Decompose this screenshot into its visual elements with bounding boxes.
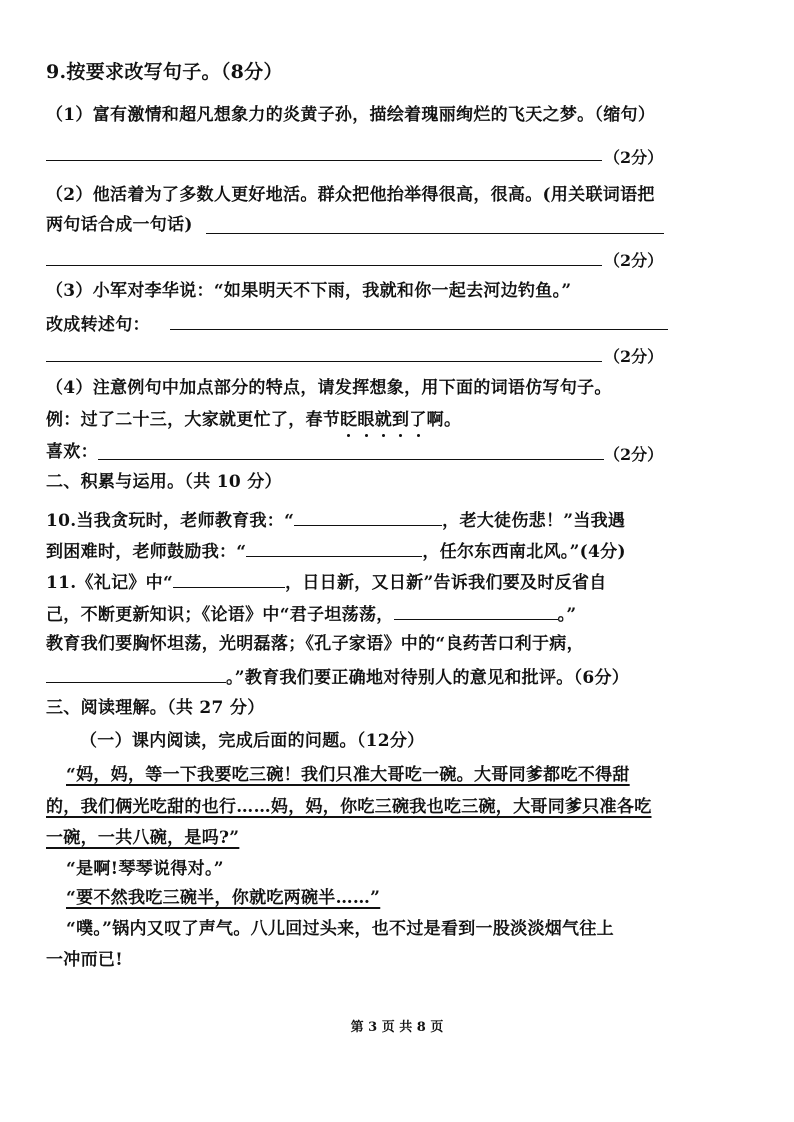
q9-s3-score: （2分） <box>604 347 664 366</box>
dotted-char: 眼 <box>357 410 375 430</box>
dotted-char: 了 <box>409 410 427 430</box>
q9-s3-text: （3）小军对李华说：“如果明天不下雨，我就和你一起去河边钓鱼。” <box>46 281 572 301</box>
q9-s4-score: （2分） <box>604 445 664 464</box>
q9-s3-answer-line-2[interactable] <box>46 361 602 362</box>
q11-part-c: 己，不断更新知识；《论语》中“君子坦荡荡， <box>46 605 394 625</box>
q10-part-b: ，老大徒伤悲！”当我遇 <box>442 511 626 531</box>
q11-blank-2[interactable] <box>394 601 558 620</box>
q9-s3-label: 改成转述句： <box>46 315 150 335</box>
q9-s3-answer-line-1[interactable] <box>170 329 668 330</box>
q10-blank-2[interactable] <box>246 538 422 557</box>
q10-line1 <box>46 507 625 533</box>
q9-s2-line2: 两句话合成一句话) <box>46 215 193 235</box>
q9-s2-line1: （2）他活着为了多数人更好地活。群众把他抬举得很高，很高。(用关联词语把 <box>46 185 655 205</box>
q11-part-d: 。” <box>557 605 577 625</box>
q11-blank-1[interactable] <box>173 569 285 588</box>
page-footer: 第 3 页 共 8 页 <box>350 1020 444 1035</box>
section-2-title: 二、积累与运用。（共 10 分） <box>46 472 282 492</box>
q9-s1-score: （2分） <box>604 148 664 167</box>
q9-s2-score: （2分） <box>604 251 664 270</box>
q11-part-a: 11.《礼记》中“ <box>46 573 174 593</box>
q9-s2-answer-line-1[interactable] <box>206 233 664 234</box>
q9-s2-answer-line-2[interactable] <box>46 265 602 266</box>
dotted-char: 到 <box>392 410 410 430</box>
dotted-char: 就 <box>374 410 393 430</box>
passage-para-1-line-3: 一碗，一共八碗，是吗?” <box>46 828 240 848</box>
q9-s4-answer-line[interactable] <box>98 459 604 460</box>
q10-line2 <box>46 538 626 564</box>
passage-para-1-line-1: “妈，妈，等一下我要吃三碗！我们只准大哥吃一碗。大哥同爹都吃不得甜 <box>66 765 630 785</box>
passage-para-1-line-2: 的，我们俩光吃甜的也行……妈，妈，你吃三碗我也吃三碗，大哥同爹只准各吃 <box>46 797 652 817</box>
q11-line2 <box>46 601 576 627</box>
q11-line3: 教育我们要胸怀坦荡，光明磊落；《孔子家语》中的“良药苦口利于病， <box>46 634 584 654</box>
q10-blank-1[interactable] <box>294 507 442 526</box>
q11-blank-3[interactable] <box>46 664 226 683</box>
q9-title: 9.按要求改写句子。（8分） <box>46 61 283 83</box>
example-prefix: 例：过了二十三，大家就更忙了，春节 <box>46 410 341 430</box>
passage-para-3: “要不然我吃三碗半，你就吃两碗半……” <box>66 888 381 908</box>
q9-s1-answer-line[interactable] <box>46 160 602 161</box>
q11-line4 <box>46 664 629 690</box>
q11-part-b: ，日日新，又日新”告诉我们要及时反省自 <box>285 573 607 593</box>
passage-para-2: “是啊!琴琴说得对。” <box>66 859 224 879</box>
q11-line1 <box>46 569 607 595</box>
passage-para-4-line-2: 一冲而已! <box>46 950 123 970</box>
q10-part-c: 到困难时，老师鼓励我：“ <box>46 542 247 562</box>
section-3-title: 三、阅读理解。（共 27 分） <box>46 698 265 718</box>
q9-s4-text: （4）注意例句中加点部分的特点，请发挥想象，用下面的词语仿写句子。 <box>46 378 612 398</box>
example-suffix: 啊。 <box>426 410 462 430</box>
q9-s1-text: （1）富有激情和超凡想象力的炎黄子孙，描绘着瑰丽绚烂的飞天之梦。（缩句） <box>46 105 656 125</box>
q9-s4-word: 喜欢： <box>46 442 98 462</box>
q11-part-f: 。”教育我们要正确地对待别人的意见和批评。（6分） <box>226 668 630 688</box>
reading-subtitle: （一）课内阅读，完成后面的问题。（12分） <box>80 731 425 751</box>
q9-s4-example <box>46 408 461 432</box>
dotted-char: 眨 <box>340 410 358 430</box>
passage-para-4-line-1: “噗。”锅内又叹了声气。八儿回过头来，也不过是看到一股淡淡烟气往上 <box>66 919 614 939</box>
q10-part-d: ，任尔东西南北风。”(4分) <box>422 542 626 562</box>
q10-part-a: 10.当我贪玩时，老师教育我：“ <box>46 511 295 531</box>
